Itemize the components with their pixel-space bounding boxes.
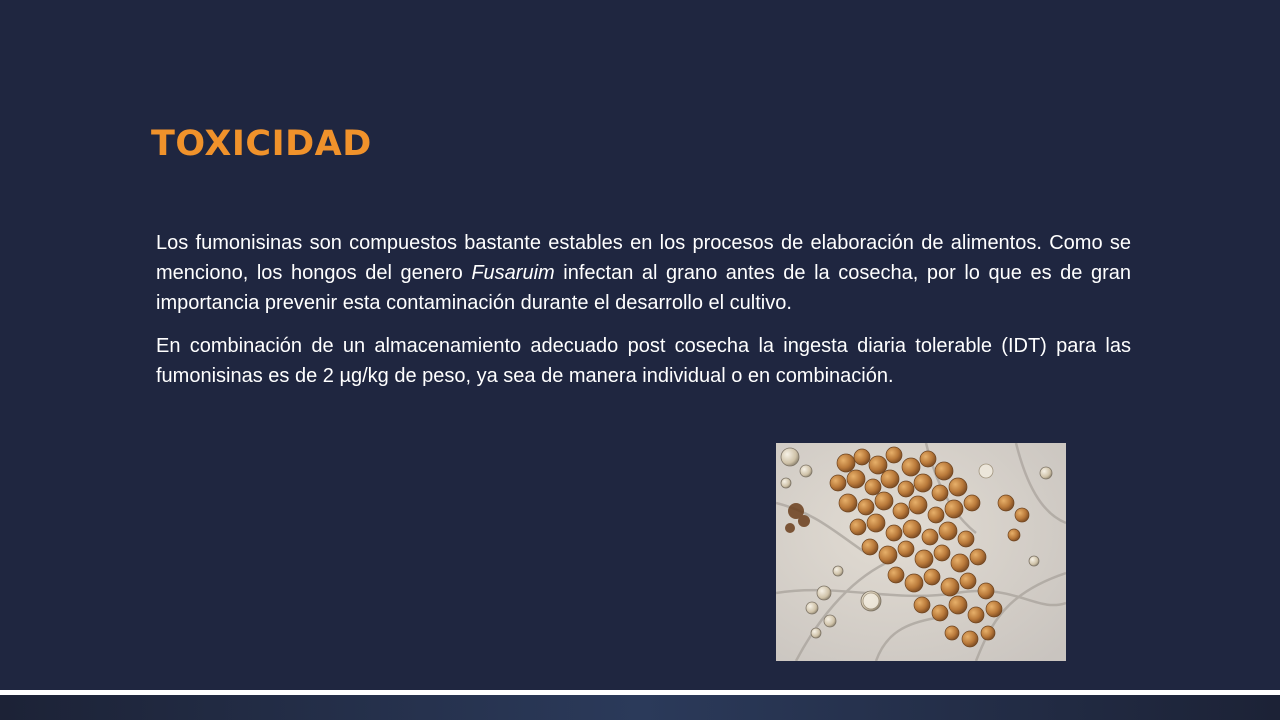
paragraph-1-text-a: Los fumonisinas son compuestos bastante estables en los procesos de elaboración de alimentos. Como se menciono, los hongos del genero (156, 232, 1131, 284)
bottom-band (0, 695, 1280, 720)
slide-title: TOXICIDAD (151, 124, 372, 164)
paragraph-1 (156, 228, 1131, 318)
paragraph-1-text-b: infectan al grano antes de la cosecha, por lo que es de gran importancia prevenir esta contaminación durante el desarrollo el cultivo. (156, 262, 1132, 314)
genus-name: Fusaruim (471, 262, 555, 284)
fungus-micrograph-image (776, 443, 1066, 661)
slide-body (156, 228, 1131, 404)
paragraph-2: En combinación de un almacenamiento adecuado post cosecha la ingesta diaria tolerable (IDT) para las fumonisinas es de 2 µg/kg de peso, ya sea de manera individual o en combinación. (156, 335, 1131, 387)
